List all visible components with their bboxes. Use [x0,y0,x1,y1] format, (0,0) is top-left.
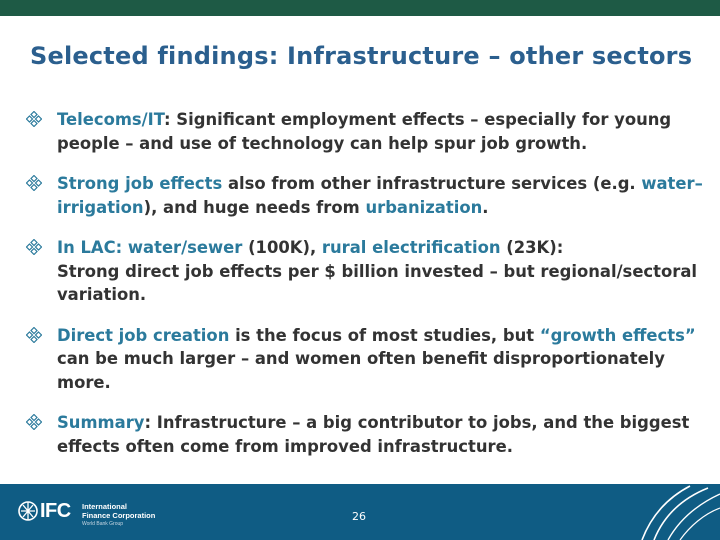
highlight-text: In LAC: [57,238,128,257]
body-text: can be much larger – and women often benefit disproportionately more. [57,349,665,392]
bullet-list [26,108,706,475]
highlight-text: Strong job effects [57,174,223,193]
swoosh-lines-icon [620,484,720,540]
body-text: . [482,197,489,217]
bullet-text [57,108,706,155]
body-text: : Significant employment effects – especially for young people – and use of technology can help spur job growth. [57,110,672,153]
bullet-item [26,172,706,219]
slide-title: Selected findings: Infrastructure – other sectors [30,42,693,70]
four-diamond-bullet-icon [26,414,42,430]
bullet-item [26,411,706,458]
body-text: (100K), [242,238,322,257]
highlight-text: Summary [57,413,145,432]
highlight-text: rural electrification [321,238,501,257]
bullet-item [26,236,706,307]
bullet-text [57,172,706,219]
body-text: ), and huge needs from [143,197,366,217]
highlight-text: water– irrigation [57,174,703,217]
body-text: (23K): [500,238,564,257]
ifc-logo-icon [18,500,38,522]
highlight-text: urbanization [365,197,483,217]
four-diamond-bullet-icon [26,327,42,343]
body-text: Strong direct job effects per $ billion invested – but regional/sectoral variation. [57,261,698,304]
four-diamond-bullet-icon [26,175,42,191]
top-accent-bar [0,0,720,16]
logo-subtitle: World Bank Group [82,521,124,527]
highlight-text: Telecoms/IT [57,110,165,129]
bullet-text [57,236,706,307]
highlight-text: “growth effects” [539,325,696,345]
footer-bar [0,484,720,540]
body-text: : Infrastructure – a big contributor to jobs, and the biggest effects often come from improved infrastructure. [57,413,690,456]
body-text: is the focus of most studies, but [229,325,540,345]
four-diamond-bullet-icon [26,111,42,127]
bullet-text [57,411,706,458]
highlight-text: Direct job creation [57,325,230,345]
bullet-item [26,324,706,395]
four-diamond-bullet-icon [26,239,42,255]
highlight-text: water/sewer [127,238,243,257]
body-text: also from other infrastructure services (e.g. [222,174,642,193]
logo-line-2: Finance Corporation [82,510,156,520]
bullet-text [57,324,706,395]
logo-mark-text: IFC [40,500,71,522]
logo-line-1: International [82,502,128,511]
bullet-item [26,108,706,155]
logo-name [82,503,155,520]
page-number: 26 [352,510,366,523]
